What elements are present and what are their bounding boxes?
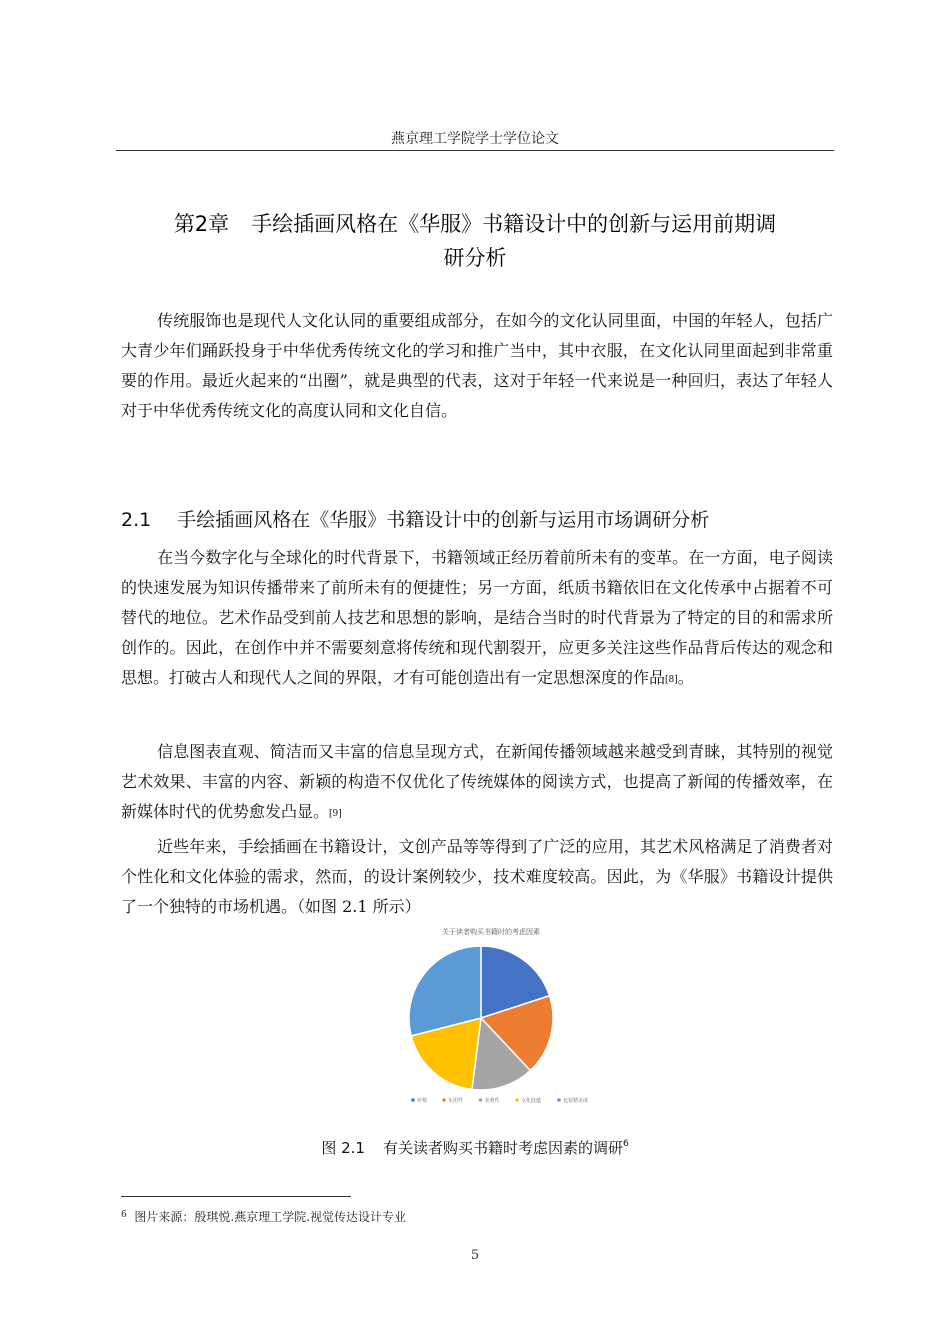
- body-paragraph: [121, 737, 833, 827]
- pie-chart-svg: [401, 922, 589, 1109]
- legend-label-3: 美观性: [484, 1098, 500, 1104]
- body-paragraph: [121, 543, 833, 693]
- section-number: 2.1: [121, 509, 152, 531]
- legend-swatch-2: [442, 1098, 446, 1102]
- running-header: 燕京理工学院学士学位论文: [391, 131, 559, 147]
- legend-label-2: 实用性: [448, 1098, 464, 1104]
- figure-caption: [120, 1137, 830, 1158]
- chapter-title-line1: 手绘插画风格在《华服》书籍设计中的创新与运用前期调: [251, 212, 777, 236]
- figure-footnote-mark: 6: [622, 1139, 629, 1149]
- citation-ref: [8]: [665, 675, 678, 685]
- section-title: [121, 505, 833, 535]
- footnote-rule: [121, 1196, 351, 1197]
- legend-swatch-1: [411, 1098, 415, 1102]
- legend-swatch-3: [479, 1098, 483, 1102]
- intro-paragraph: [121, 306, 833, 426]
- legend-label-1: 价格: [417, 1098, 428, 1104]
- intro-paragraph-text: 传统服饰也是现代人文化认同的重要组成部分，在如今的文化认同里面，中国的年轻人，包括广大青少年们踊跃投身于中华优秀传统文化的学习和推广当中，其中衣服，在文化认同里面起到非常重要的作用。最近火起来的“出圈”，就是典型的代表，这对于年轻一代来说是一种回归，表达了年轻人对于中华优秀传统文化的高度认同和文化自信。: [121, 311, 833, 420]
- citation-ref: [9]: [329, 809, 342, 819]
- body-paragraph-text: 信息图表直观、简洁而又丰富的信息呈现方式，在新闻传播领域越来越受到青睐，其特别的视觉艺术效果、丰富的内容、新颖的构造不仅优化了传统媒体的阅读方式，也提高了新闻的传播效率，在新媒体时代的优势愈发凸显。: [121, 742, 833, 821]
- footnote-text: 图片来源：殷琪悦.燕京理工学院.视觉传达设计专业: [134, 1210, 407, 1224]
- page-number: 5: [470, 1248, 480, 1263]
- chapter-number: 第2章: [173, 212, 230, 236]
- legend-label-5: 包装精美度: [563, 1098, 589, 1104]
- header-rule: [116, 150, 834, 151]
- footnote-mark: 6: [121, 1210, 127, 1220]
- section-title-text: 手绘插画风格在《华服》书籍设计中的创新与运用市场调研分析: [177, 509, 710, 531]
- figure-caption-text: 有关读者购买书籍时考虑因素的调研: [382, 1139, 623, 1157]
- body-paragraph-tail: 。: [677, 668, 694, 687]
- body-paragraph-text: 在当今数字化与全球化的时代背景下，书籍领域正经历着前所未有的变革。在一方面，电子阅读的快速发展为知识传播带来了前所未有的便捷性；另一方面，纸质书籍依旧在文化传承中占据着不可替代的地位。艺术作品受到前人技艺和思想的影响，是结合当时的时代背景为了特定的目的和需求所创作的。因此，在创作中并不需要刻意将传统和现代割裂开，应更多关注这些作品背后传达的观念和思想。打破古人和现代人之间的界限，才有可能创造出有一定思想深度的作品: [121, 548, 833, 687]
- pie-chart: [401, 922, 589, 1109]
- figure-number: 图 2.1: [321, 1139, 365, 1157]
- legend-swatch-4: [515, 1098, 519, 1102]
- body-paragraph: [121, 832, 833, 922]
- legend-label-4: 文化底蕴: [521, 1098, 542, 1104]
- legend-swatch-5: [557, 1098, 561, 1102]
- chapter-title: [120, 207, 830, 275]
- footnote: [121, 1208, 406, 1225]
- chapter-title-line2: 研分析: [443, 246, 507, 270]
- body-paragraph-text: 近些年来，手绘插画在书籍设计，文创产品等等得到了广泛的应用，其艺术风格满足了消费者对个性化和文化体验的需求，然而，的设计案例较少，技术难度较高。因此，为《华服》书籍设计提供了一个独特的市场机遇。（如图 2.1 所示）: [121, 837, 833, 916]
- chart-title: 关于读者购买书籍时的考虑因素: [442, 928, 540, 936]
